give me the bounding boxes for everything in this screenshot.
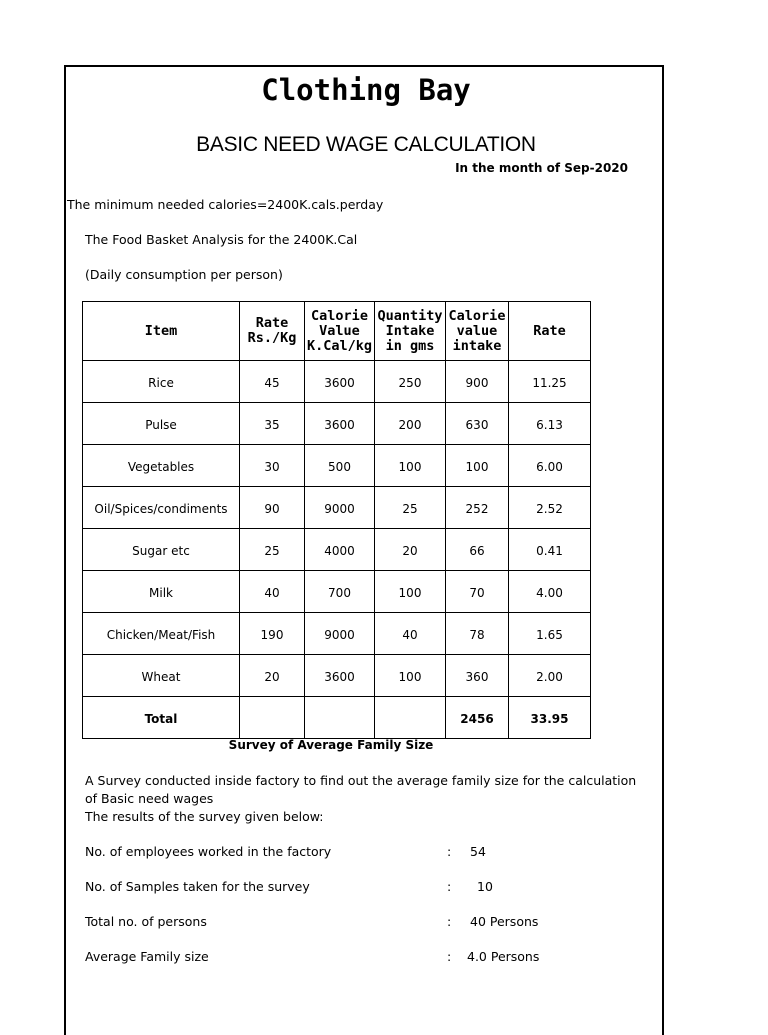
cell-calorie-intake: 78 [446,613,509,655]
table-row [83,529,591,571]
food-basket-table [82,301,591,739]
survey-item-value: 4.0 Persons [467,949,540,964]
cell-rate-per-kg: 35 [240,403,305,445]
table-total-row [83,697,591,739]
cell-rate: 1.65 [509,613,591,655]
total-calorie-intake: 2456 [446,697,509,739]
total-label: Total [83,697,240,739]
survey-item-colon: : [447,879,452,894]
cell-item: Oil/Spices/condiments [83,487,240,529]
cell-rate-per-kg: 40 [240,571,305,613]
cell-calorie-value: 700 [305,571,375,613]
cell-calorie-value: 500 [305,445,375,487]
cell-item: Chicken/Meat/Fish [83,613,240,655]
cell-quantity: 25 [375,487,446,529]
header-rate-per-kg: Rate Rs./Kg [240,302,305,361]
cell-quantity: 100 [375,445,446,487]
cell-calorie-intake: 70 [446,571,509,613]
header-rate: Rate [509,302,591,361]
min-calories-line: The minimum needed calories=2400K.cals.perday [67,197,384,212]
survey-item-value: 54 [470,844,486,859]
header-quantity-intake: Quantity Intake in gms [375,302,446,361]
table-row [83,571,591,613]
cell-rate: 2.52 [509,487,591,529]
cell-calorie-intake: 100 [446,445,509,487]
cell-rate: 6.00 [509,445,591,487]
cell-rate: 4.00 [509,571,591,613]
survey-description-cont: of Basic need wages [85,791,214,806]
cell-rate: 6.13 [509,403,591,445]
cell-calorie-value: 3600 [305,655,375,697]
survey-item-value: 10 [477,879,493,894]
cell-item: Sugar etc [83,529,240,571]
cell-quantity: 20 [375,529,446,571]
cell-calorie-intake: 66 [446,529,509,571]
cell-calorie-value: 9000 [305,487,375,529]
cell-item: Pulse [83,403,240,445]
document-title: BASIC NEED WAGE CALCULATION [196,133,536,156]
header-item: Item [83,302,240,361]
table-header-row [83,302,591,361]
survey-item-label: Total no. of persons [85,914,207,929]
cell-rate-per-kg: 25 [240,529,305,571]
cell-calorie-value: 3600 [305,403,375,445]
survey-title: Survey of Average Family Size [228,738,434,752]
survey-item-colon: : [447,949,452,964]
cell-rate: 2.00 [509,655,591,697]
cell-item: Wheat [83,655,240,697]
survey-item-colon: : [447,914,452,929]
cell-item: Milk [83,571,240,613]
table-row [83,361,591,403]
table-row [83,613,591,655]
cell-quantity: 100 [375,571,446,613]
cell-rate-per-kg: 90 [240,487,305,529]
cell-calorie-intake: 252 [446,487,509,529]
cell-quantity: 200 [375,403,446,445]
cell-quantity: 40 [375,613,446,655]
cell-calorie-intake: 630 [446,403,509,445]
table-row [83,655,591,697]
total-calorie-value [305,697,375,739]
survey-description: A Survey conducted inside factory to find out the average family size for the calculation [85,773,637,788]
daily-consumption-line: (Daily consumption per person) [85,267,283,282]
cell-rate-per-kg: 30 [240,445,305,487]
cell-quantity: 250 [375,361,446,403]
cell-item: Vegetables [83,445,240,487]
table-row [83,403,591,445]
survey-item-label: No. of Samples taken for the survey [85,879,310,894]
cell-rate-per-kg: 190 [240,613,305,655]
survey-item-value: 40 Persons [470,914,539,929]
month-label: In the month of Sep-2020 [455,161,628,175]
food-basket-line: The Food Basket Analysis for the 2400K.Cal [85,232,358,247]
survey-item-label: Average Family size [85,949,209,964]
total-quantity [375,697,446,739]
cell-rate: 11.25 [509,361,591,403]
total-rate-per-kg [240,697,305,739]
header-calorie-intake: Calorie value intake [446,302,509,361]
cell-quantity: 100 [375,655,446,697]
survey-item-label: No. of employees worked in the factory [85,844,332,859]
cell-rate-per-kg: 20 [240,655,305,697]
cell-rate-per-kg: 45 [240,361,305,403]
cell-calorie-intake: 900 [446,361,509,403]
cell-rate: 0.41 [509,529,591,571]
cell-calorie-value: 4000 [305,529,375,571]
cell-calorie-value: 3600 [305,361,375,403]
table-row [83,487,591,529]
header-calorie-value: Calorie Value K.Cal/kg [305,302,375,361]
cell-item: Rice [83,361,240,403]
survey-item-colon: : [447,844,452,859]
company-name: Clothing Bay [261,73,471,107]
survey-results-intro: The results of the survey given below: [85,809,324,824]
table-row [83,445,591,487]
cell-calorie-intake: 360 [446,655,509,697]
document-sheet [64,65,664,1035]
cell-calorie-value: 9000 [305,613,375,655]
total-rate: 33.95 [509,697,591,739]
